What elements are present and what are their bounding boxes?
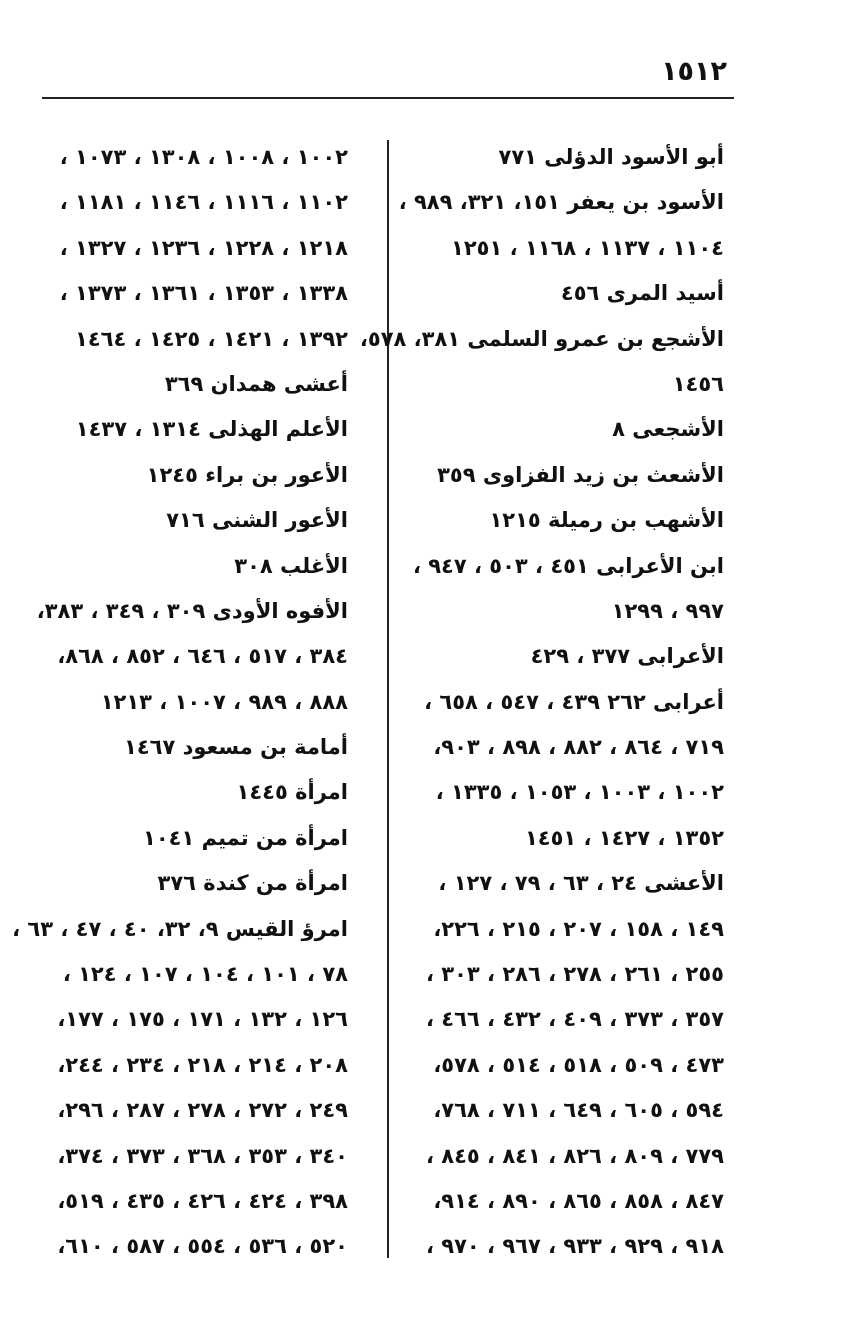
index-line: ١٣٣٨ ، ١٣٥٣ ، ١٣٦١ ، ١٣٧٣ ، [59, 281, 348, 306]
page-number: ١٥١٢ [661, 56, 727, 87]
index-line: ٧٧٩ ، ٨٠٩ ، ٨٢٦ ، ٨٤١ ، ٨٤٥ ، [426, 1143, 724, 1168]
index-line: ٧٨ ، ١٠١ ، ١٠٤ ، ١٠٧ ، ١٢٤ ، [62, 962, 348, 987]
index-line: ٢٥٥ ، ٢٦١ ، ٢٧٨ ، ٢٨٦ ، ٣٠٣ ، [426, 962, 724, 987]
index-line: ٨٤٧ ، ٨٥٨ ، ٨٦٥ ، ٨٩٠ ، ٩١٤، [433, 1188, 724, 1213]
index-line: الأعلم الهذلى ١٣١٤ ، ١٤٣٧ [75, 417, 348, 442]
index-line: ١١٠٢ ، ١١١٦ ، ١١٤٦ ، ١١٨١ ، [59, 190, 348, 215]
header-rule [42, 97, 734, 99]
index-line: ١٤٩ ، ١٥٨ ، ٢٠٧ ، ٢١٥ ، ٢٢٦، [433, 916, 724, 941]
index-line: ١٢٦ ، ١٣٢ ، ١٧١ ، ١٧٥ ، ١٧٧، [57, 1007, 348, 1032]
index-line: الأشجع بن عمرو السلمى ٣٨١، ٥٧٨، [359, 326, 724, 351]
index-line: أعرابى ٢٦٢ ٤٣٩ ، ٥٤٧ ، ٦٥٨ ، [424, 689, 724, 714]
index-line: الأعور بن براء ١٢٤٥ [146, 462, 348, 487]
index-line: امرأة من كندة ٣٧٦ [157, 871, 348, 896]
index-line: ١٢١٨ ، ١٢٢٨ ، ١٢٣٦ ، ١٣٢٧ ، [59, 235, 348, 260]
column-divider [387, 140, 389, 1258]
index-line: ٣٤٠ ، ٣٥٣ ، ٣٦٨ ، ٣٧٣ ، ٣٧٤، [57, 1143, 348, 1168]
index-line: الأسود بن يعفر ١٥١، ٣٢١، ٩٨٩ ، [398, 190, 724, 215]
index-line: الأعرابى ٣٧٧ ، ٤٢٩ [530, 644, 724, 669]
index-line: ٨٨٨ ، ٩٨٩ ، ١٠٠٧ ، ١٢١٣ [100, 689, 348, 714]
index-line: ٢٠٨ ، ٢١٤ ، ٢١٨ ، ٢٣٤ ، ٢٤٤، [57, 1052, 348, 1077]
index-line: الأغلب ٣٠٨ [234, 553, 348, 578]
index-line: ١١٠٤ ، ١١٣٧ ، ١١٦٨ ، ١٢٥١ [451, 235, 724, 260]
index-line: ٩٩٧ ، ١٢٩٩ [611, 598, 724, 623]
index-line: امرؤ القيس ٩، ٣٢، ٤٠ ، ٤٧ ، ٦٣ ، [12, 916, 348, 941]
index-line: ٢٤٩ ، ٢٧٢ ، ٢٧٨ ، ٢٨٧ ، ٢٩٦، [57, 1098, 348, 1123]
left-column [12, 135, 348, 1270]
index-line: الأعور الشنى ٧١٦ [166, 508, 348, 533]
index-line: ٩١٨ ، ٩٢٩ ، ٩٣٣ ، ٩٦٧ ، ٩٧٠ ، [426, 1234, 724, 1259]
index-line: ١٣٥٢ ، ١٤٢٧ ، ١٤٥١ [524, 825, 724, 850]
index-line: ٣٨٤ ، ٥١٧ ، ٦٤٦ ، ٨٥٢ ، ٨٦٨، [57, 644, 348, 669]
index-line: امرأة من تميم ١٠٤١ [143, 825, 348, 850]
index-line: الأفوه الأودى ٣٠٩ ، ٣٤٩ ، ٣٨٣، [36, 598, 348, 623]
index-line: الأشجعى ٨ [612, 417, 724, 442]
index-line: أعشى همدان ٣٦٩ [164, 371, 348, 396]
index-line: الأعشى ٢٤ ، ٦٣ ، ٧٩ ، ١٢٧ ، [438, 871, 724, 896]
index-line: ١٠٠٢ ، ١٠٠٨ ، ١٣٠٨ ، ١٠٧٣ ، [59, 145, 348, 169]
index-line: الأشعث بن زيد الفزاوى ٣٥٩ [437, 462, 724, 487]
index-line: ٧١٩ ، ٨٦٤ ، ٨٨٢ ، ٨٩٨ ، ٩٠٣، [433, 735, 724, 760]
index-line: ٥٩٤ ، ٦٠٥ ، ٦٤٩ ، ٧١١ ، ٧٦٨، [433, 1098, 724, 1123]
index-line: ٥٢٠ ، ٥٣٦ ، ٥٥٤ ، ٥٨٧ ، ٦١٠، [57, 1234, 348, 1259]
index-line: ١٠٠٢ ، ١٠٠٣ ، ١٠٥٣ ، ١٣٣٥ ، [435, 780, 724, 805]
index-line: ابن الأعرابى ٤٥١ ، ٥٠٣ ، ٩٤٧ ، [412, 553, 724, 578]
index-line: امرأة ١٤٤٥ [236, 780, 348, 805]
index-line: أمامة بن مسعود ١٤٦٧ [124, 735, 348, 760]
index-line: ١٤٥٦ [672, 371, 724, 396]
index-line: أسيد المرى ٤٥٦ [560, 281, 724, 306]
index-line: ٣٩٨ ، ٤٢٤ ، ٤٢٦ ، ٤٣٥ ، ٥١٩، [57, 1188, 348, 1213]
index-line: الأشهب بن رميلة ١٢١٥ [489, 508, 724, 533]
index-line: ٣٥٧ ، ٣٧٣ ، ٤٠٩ ، ٤٣٢ ، ٤٦٦ ، [426, 1007, 724, 1032]
right-column [359, 135, 724, 1270]
index-line: أبو الأسود الدؤلى ٧٧١ [498, 145, 724, 169]
index-line: ٤٧٣ ، ٥٠٩ ، ٥١٨ ، ٥١٤ ، ٥٧٨، [433, 1052, 724, 1077]
index-line: ١٣٩٢ ، ١٤٢١ ، ١٤٢٥ ، ١٤٦٤ [75, 326, 348, 351]
